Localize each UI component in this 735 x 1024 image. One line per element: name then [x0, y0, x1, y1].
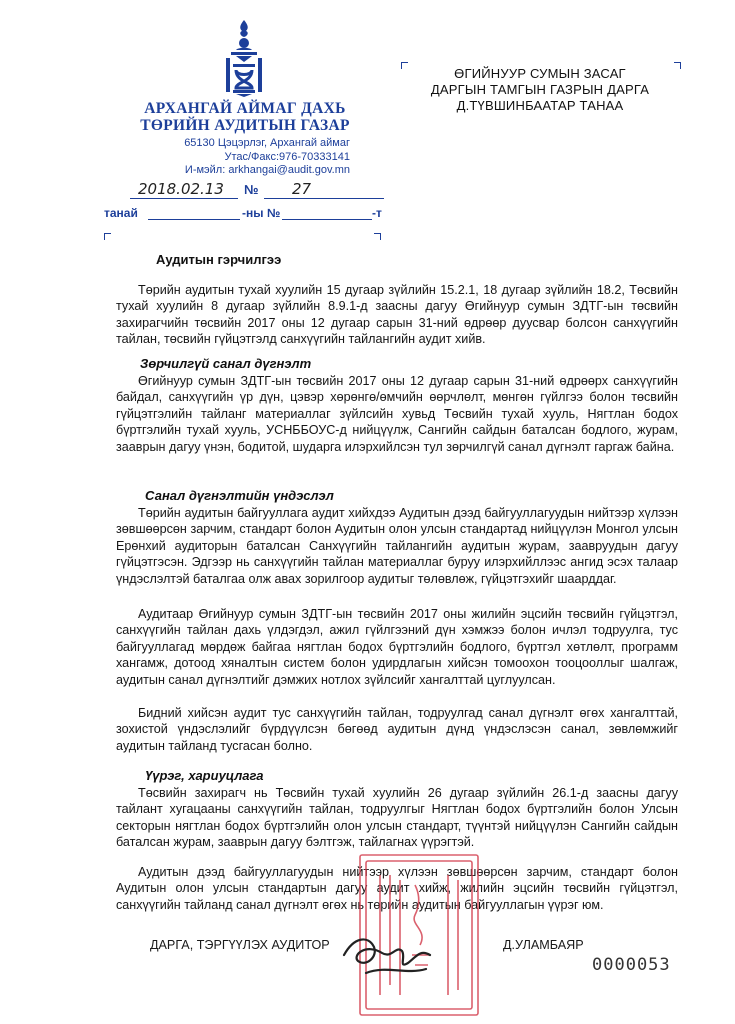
- recipient-line3: Д.ТҮВШИНБААТАР ТАНАА: [456, 98, 624, 113]
- intro-text: Төрийн аудитын тухай хуулийн 15 дугаар зүйлийн 15.2.1, 18 дугаар зүйлийн 18.2, Төсвийн тухай хуулийн 8 дугаар зүйлийн 8.9.1-д заасны дагуу Өгийнуур сумын ЗДТГ-ын төсвийн захирагчийн төсвийн 2017 оны 12 дугаар сарын 31-ний өдрөөр дуусвар болсон санхүүгийн тайлан, төсвийн гүйцэтгэлд санхүүгийн тайлангийн аудит хийв.: [116, 283, 678, 347]
- recipient-block: [400, 66, 680, 114]
- org-address: 65130 Цэцэрлэг, Архангай аймаг: [184, 137, 350, 149]
- closing-text: Аудитын дээд байгууллагуудын нийтээр хүлээн зөвшөөрсөн зарчим, стандарт болон Аудитын олон улсын стандартын дагуу аудит хийж, жилийн эцсийн төсвийн гүйцэтгэл, санхүүгийн тайланд санал дүгнэлт өгөх нь төрийн аудитын байгууллагын үүрэг юм.: [116, 865, 678, 912]
- recipient-line1: ӨГИЙНУУР СУМЫН ЗАСАГ: [454, 66, 626, 81]
- right-corner-mark: [374, 233, 381, 240]
- basis-heading: Санал дүгнэлтийн үндэслэл: [145, 488, 334, 503]
- document-serial-number: 0000053: [592, 955, 671, 975]
- intro-heading: Аудитын гэрчилгээ: [156, 252, 282, 267]
- auditor-paragraph-1: [116, 606, 678, 688]
- responsibility-heading: Үүрэг, хариуцлага: [145, 768, 264, 783]
- auditor-text-1: Аудитаар Өгийнуур сумын ЗДТГ-ын төсвийн 2017 оны жилийн эцсийн төсвийн гүйцэтгэл, санхүүгийн тайлан дахь үлдэгдэл, ажил гүйлгээний дүн хэмжээ болон ичлэл тодруулга, тус байгууллагад мөрдөж байгаа нягтлан бодох бүртгэлийн бодлого, бүртгэл хөтлөлт, программ хангамж, дотоод хяналтын систем болон удирдлагын хийсэн томоохон тооцооллыг шалгаж, аудитын санал дүгнэлтийг дэмжих нотлох зүйлсийг хангалттай цуглуулсан.: [116, 607, 678, 687]
- reply-reference-row: [104, 206, 394, 226]
- number-label: №: [244, 182, 259, 197]
- org-phone: Утас/Факс:976-70333141: [224, 150, 350, 163]
- org-name-line2: ТӨРИЙН АУДИТЫН ГАЗАР: [140, 117, 350, 134]
- ny-number-label: -ны №: [242, 206, 281, 220]
- signatory-name: Д.УЛАМБАЯР: [503, 938, 584, 952]
- intro-paragraph: [116, 282, 678, 348]
- letter-number: 27: [292, 180, 312, 198]
- left-corner-mark: [104, 233, 111, 240]
- responsibility-text: Төсвийн захирагч нь Төсвийн тухай хуулийн 26 дугаар зүйлийн 26.1-д заасны дагуу тайлант хугацааны санхүүгийн тайлан, тодруулгыг Нягтлан бодох бүртгэлийн болон Улсын секторын нягтлан бодох бүртгэлийн олон улсын стандарт, түүнтэй нийцүүлэн Сангийн сайдын баталсан журам, зааврын дагуу бэлтгэж, тайлагнах үүрэгтэй.: [116, 786, 678, 850]
- t-label: -т: [372, 206, 382, 220]
- organization-contact: [150, 137, 350, 178]
- auditor-text-2: Бидний хийсэн аудит тус санхүүгийн тайлан, тодруулгад санал дүгнэлт өгөх хангалттай, зохистой үндэслэлийг бүрдүүлсэн бөгөөд аудитын дүнд үндэслэсэн санал, зөвлөмжийг аудитын тайланд тусгасан болно.: [116, 706, 678, 753]
- signatory-title: ДАРГА, ТЭРГҮҮЛЭХ АУДИТОР: [150, 938, 330, 952]
- opinion-text: Өгийнуур сумын ЗДТГ-ын төсвийн 2017 оны 12 дугаар сарын 31-ний өдрөөрх санхүүгийн байдал, санхүүгийн үр дүн, цэвэр хөрөнгө/өмчийн өөрчлөлт, мөнгөн гүйлгээ болон төсвийн гүйцэтгэлийн тайланг материаллаг зүйлсийн хувьд Төсвийн тухай хууль, Нягтлан бодох бүртгэлийн тухай хууль, УСНББОУС-д нийцүүлж, Сангийн сайдын баталсан бодлого, журам, зааврын дагуу үнэн, бодитой, шударга илэрхийлсэн тул зөрчилгүй санал дүгнэлт гаргаж байна.: [116, 374, 678, 454]
- opinion-paragraph: [116, 373, 678, 455]
- org-name-line1: АРХАНГАЙ АЙМАГ ДАХЬ: [144, 100, 346, 117]
- opinion-heading: Зөрчилгүй санал дүгнэлт: [140, 356, 312, 371]
- soyombo-emblem-icon: [222, 18, 266, 98]
- org-email: И-мэйл: arkhangai@audit.gov.mn: [184, 164, 350, 176]
- auditor-paragraph-2: [116, 705, 678, 754]
- organization-name: [100, 100, 390, 134]
- basis-text: Төрийн аудитын байгууллага аудит хийхдээ Аудитын дээд байгууллагуудын нийтээр хүлээн зөвшөөрсөн зарчим, стандарт болон Аудитын олон улсын стандартад нийцүүлэн Монгол улсын Ерөнхий аудиторын баталсан Санхүүгийн тайлангийн аудитын журам, заавруудын дагуу гүйцэтгэсэн. Эдгээр нь санхүүгийн тайлан материаллаг буруу илэрхийллээс ангид эсэх талаар үндэслэлтэй баталгаа олж авах зорилгоор аудитыг төлөвлөж, гүйцэтгэхийг шаарддаг.: [116, 506, 678, 586]
- signature-scribble-icon: [336, 925, 436, 985]
- recipient-line2: ДАРГЫН ТАМГЫН ГАЗРЫН ДАРГА: [430, 82, 650, 97]
- basis-paragraph: [116, 505, 678, 587]
- letter-date: 2018.02.13: [138, 180, 224, 198]
- letter-date-number-row: [104, 180, 394, 202]
- tanai-label: танай: [104, 206, 138, 220]
